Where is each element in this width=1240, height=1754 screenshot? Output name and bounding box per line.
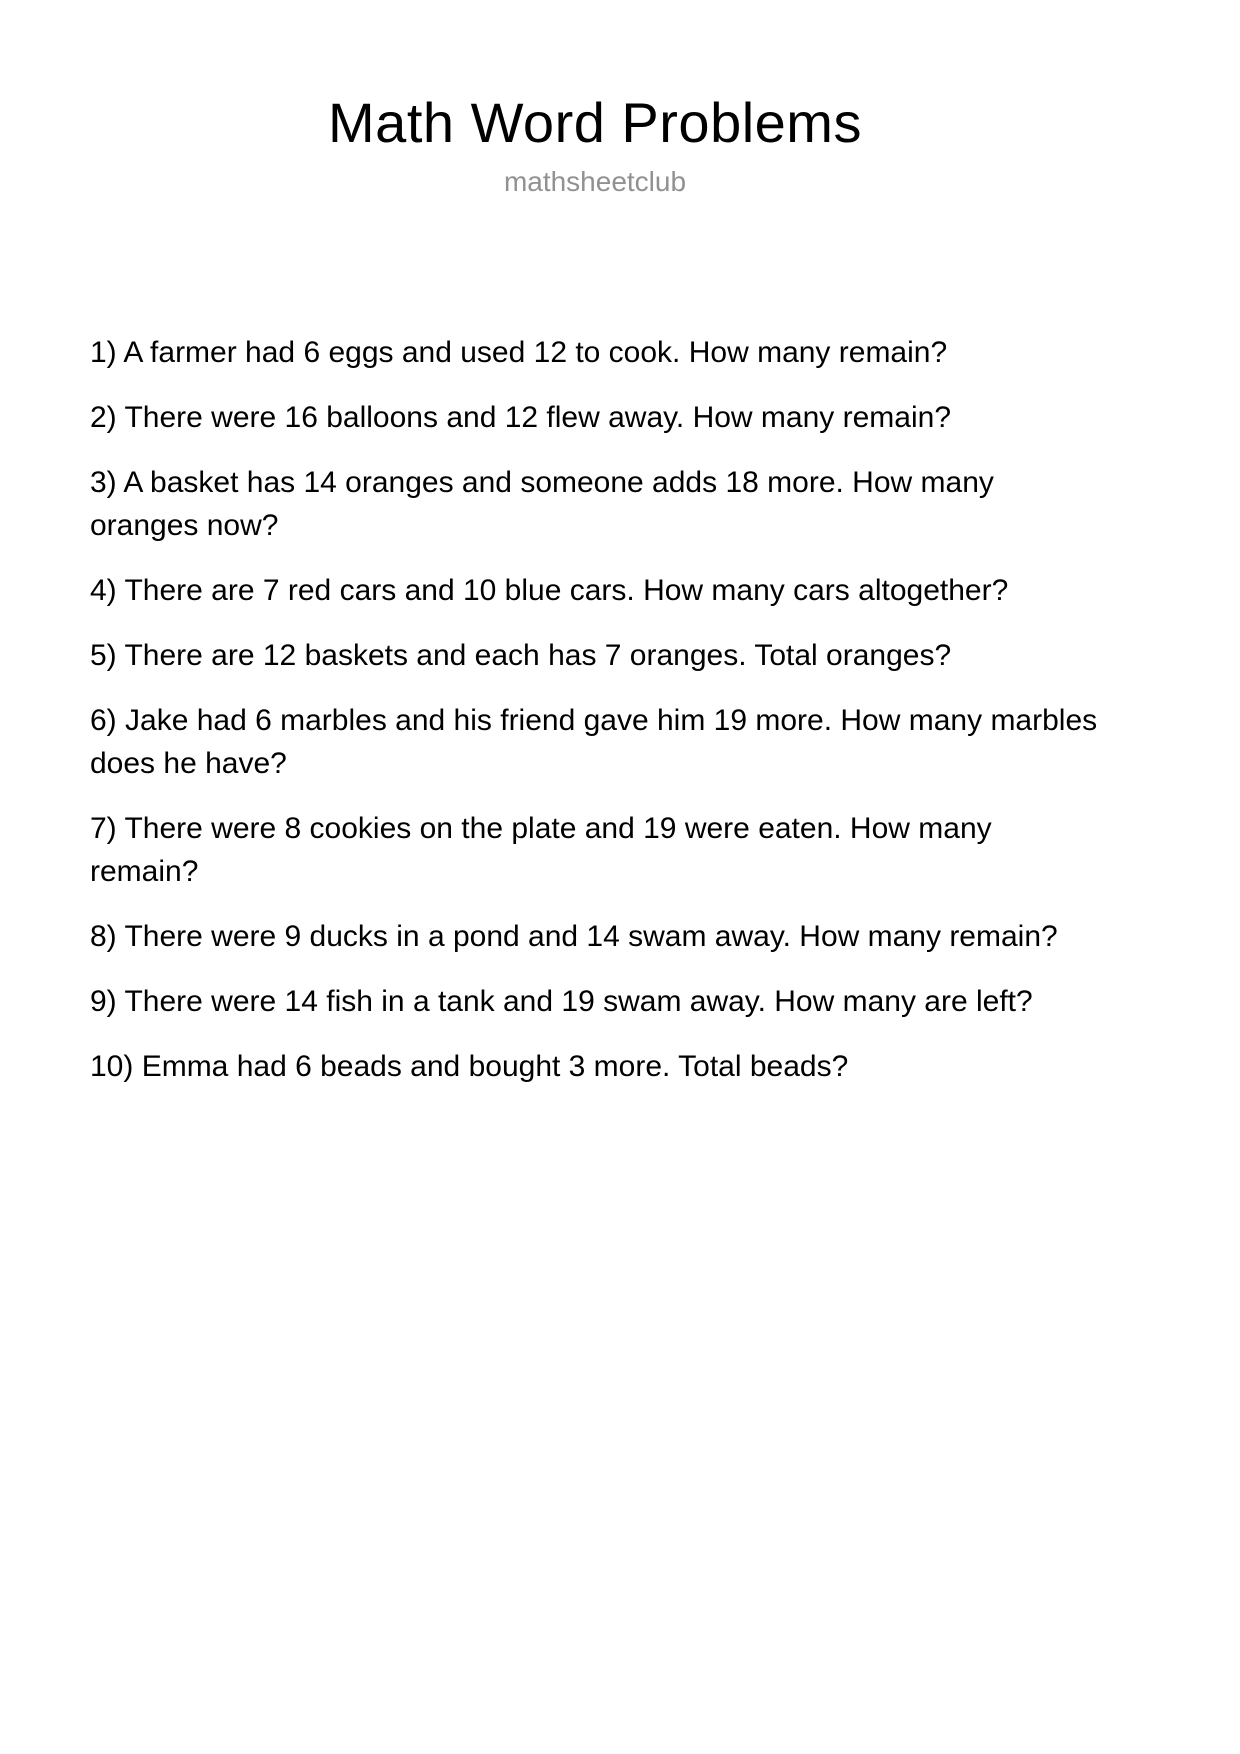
problem-9: 9) There were 14 fish in a tank and 19 swam away. How many are left? [90,985,1033,1019]
problem-list [90,331,1100,1088]
content-column [90,0,1100,1088]
page-title: Math Word Problems [328,91,862,154]
problem-10: 10) Emma had 6 beads and bought 3 more. Total beads? [90,1050,849,1084]
problem-7: 7) There were 8 cookies on the plate and 19 were eaten. How many remain? [90,812,992,889]
problem-4: 4) There are 7 red cars and 10 blue cars. How many cars altogether? [90,574,1009,608]
problem-2: 2) There were 16 balloons and 12 flew away. How many remain? [90,401,952,435]
page-subtitle: mathsheetclub [503,166,687,198]
problem-8: 8) There were 9 ducks in a pond and 14 swam away. How many remain? [90,920,1058,954]
problem-6: 6) Jake had 6 marbles and his friend gave him 19 more. How many marbles does he have? [90,704,1098,781]
problem-5: 5) There are 12 baskets and each has 7 oranges. Total oranges? [90,639,952,673]
problem-1: 1) A farmer had 6 eggs and used 12 to cook. How many remain? [90,336,948,370]
problem-3: 3) A basket has 14 oranges and someone adds 18 more. How many oranges now? [90,466,994,543]
